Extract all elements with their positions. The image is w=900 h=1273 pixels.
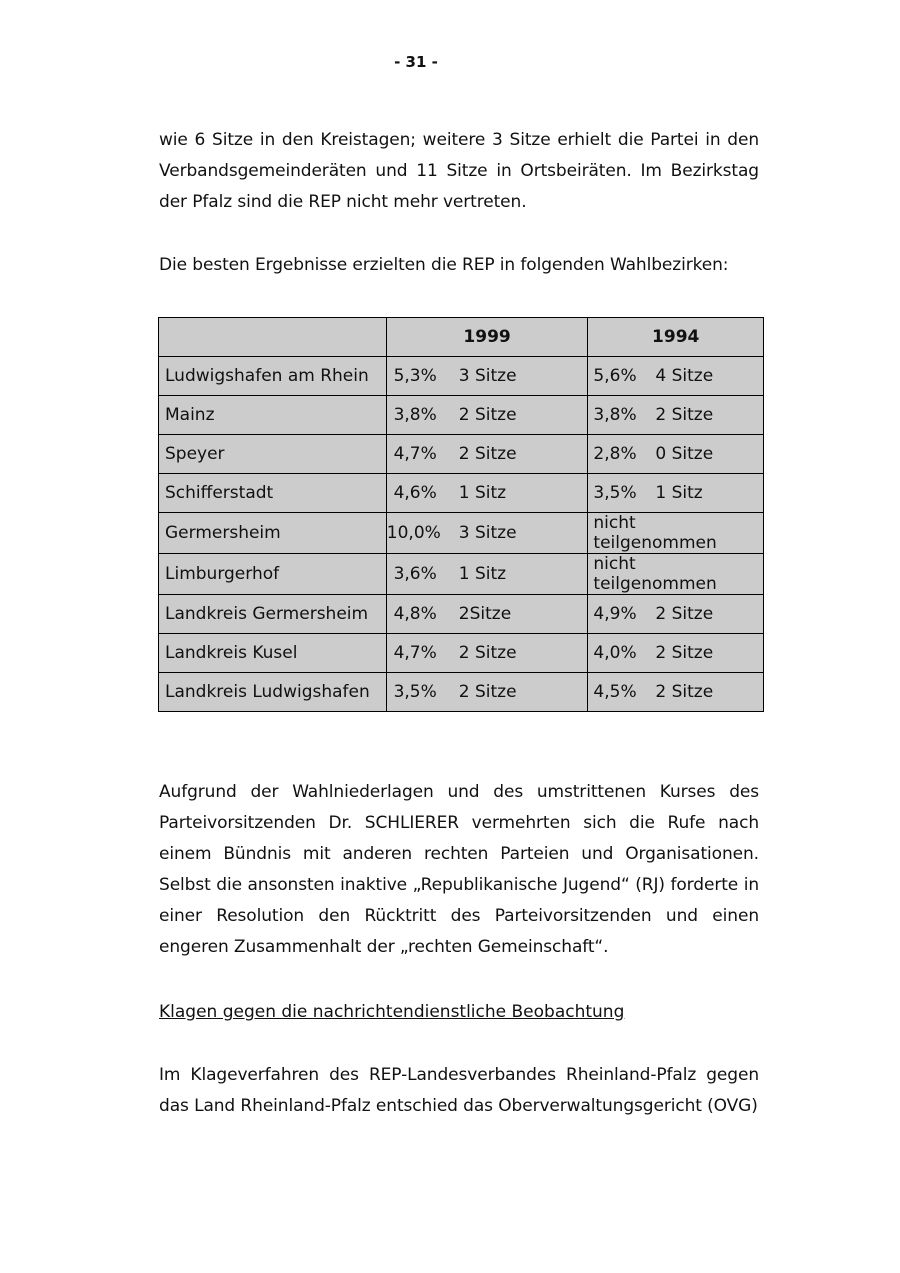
seats-1994: 2 Sitze [655,643,714,663]
table-row [159,435,764,474]
percent-1999: 3,5% [393,682,437,702]
result-1999 [386,396,588,435]
result-1999 [386,595,588,634]
header-1999: 1999 [386,318,588,357]
paragraph-party-alliance: Aufgrund der Wahlniederlagen und des umstrittenen Kurses des Parteivorsitzenden Dr. SCHLIERER vermehrten sich die Rufe nach einem Bündnis mit anderen rechten Parteien und Organisationen. Selbst die ansonsten inaktive „Republikanische Jugend“ (RJ) forderte in einer Resolution den Rücktritt des Parteivorsitzenden und einen engeren Zusammenhalt der „rechten Gemeinschaft“. [159,782,759,957]
result-1999 [386,673,588,712]
district-name: Landkreis Kusel [159,634,387,673]
percent-1994: 2,8% [593,444,637,464]
district-name: Speyer [159,435,387,474]
percent-1999: 5,3% [393,366,437,386]
percent-1999: 4,6% [393,483,437,503]
seats-1994: 2 Sitze [655,405,714,425]
seats-1999: 3 Sitze [458,366,517,386]
section-heading: Klagen gegen die nachrichtendienstliche Beobachtung [159,1002,625,1022]
result-1999 [386,474,588,513]
percent-1999: 3,6% [393,564,437,584]
percent-1999: 3,8% [393,405,437,425]
page-number: - 31 - [394,53,438,71]
seats-1994: 4 Sitze [655,366,714,386]
results-body [159,357,764,712]
seats-1994: 1 Sitz [655,483,703,503]
note-1994: nicht teilgenommen [593,554,717,594]
percent-1994: 3,5% [593,483,637,503]
result-1994 [588,396,764,435]
district-name: Landkreis Germersheim [159,595,387,634]
result-1999 [386,634,588,673]
district-name: Landkreis Ludwigshafen [159,673,387,712]
percent-1999: 4,7% [393,643,437,663]
table-row [159,396,764,435]
result-1994 [588,595,764,634]
result-1994 [588,554,764,595]
paragraph-lawsuit: Im Klageverfahren des REP-Landesverbandes Rheinland-Pfalz gegen das Land Rheinland-Pfalz entschied das Oberverwaltungsgericht (OVG) [159,1065,759,1116]
seats-1994: 2 Sitze [655,682,714,702]
district-name: Mainz [159,396,387,435]
district-name: Schifferstadt [159,474,387,513]
percent-1994: 5,6% [593,366,637,386]
seats-1999: 1 Sitz [458,564,507,584]
result-1994 [588,673,764,712]
results-table [158,317,764,712]
result-1999 [386,435,588,474]
result-1994 [588,513,764,554]
percent-1994: 4,9% [593,604,637,624]
note-1994: nicht teilgenommen [593,513,717,553]
district-name: Limburgerhof [159,554,387,595]
result-1994 [588,435,764,474]
table-row [159,595,764,634]
percent-1999: 4,7% [393,444,437,464]
result-1999 [386,513,588,554]
table-row [159,513,764,554]
table-row [159,634,764,673]
table-row [159,474,764,513]
percent-1994: 3,8% [593,405,637,425]
table-header-row [159,318,764,357]
seats-1994: 0 Sitze [655,444,714,464]
seats-1994: 2 Sitze [655,604,714,624]
result-1994 [588,634,764,673]
header-blank [159,318,387,357]
seats-1999: 2 Sitze [458,405,517,425]
table-row [159,673,764,712]
seats-1999: 1 Sitz [458,483,507,503]
header-1994: 1994 [588,318,764,357]
table-row [159,554,764,595]
percent-1994: 4,5% [593,682,637,702]
result-1994 [588,357,764,396]
percent-1999: 10,0% [386,523,441,543]
seats-1999: 2 Sitze [458,444,517,464]
percent-1994: 4,0% [593,643,637,663]
result-1994 [588,474,764,513]
seats-1999: 3 Sitze [458,523,517,543]
seats-1999: 2Sitze [458,604,512,624]
percent-1999: 4,8% [393,604,437,624]
table-row [159,357,764,396]
district-name: Germersheim [159,513,387,554]
seats-1999: 2 Sitze [458,643,517,663]
seats-1999: 2 Sitze [458,682,517,702]
paragraph-seats: wie 6 Sitze in den Kreistagen; weitere 3 Sitze erhielt die Partei in den Verbandsgemeinderäten und 11 Sitze in Ortsbeiräten. Im Bezirkstag der Pfalz sind die REP nicht mehr vertreten. [159,130,759,212]
district-name: Ludwigshafen am Rhein [159,357,387,396]
paragraph-best-results: Die besten Ergebnisse erzielten die REP in folgenden Wahlbezirken: [159,255,729,275]
result-1999 [386,357,588,396]
result-1999 [386,554,588,595]
